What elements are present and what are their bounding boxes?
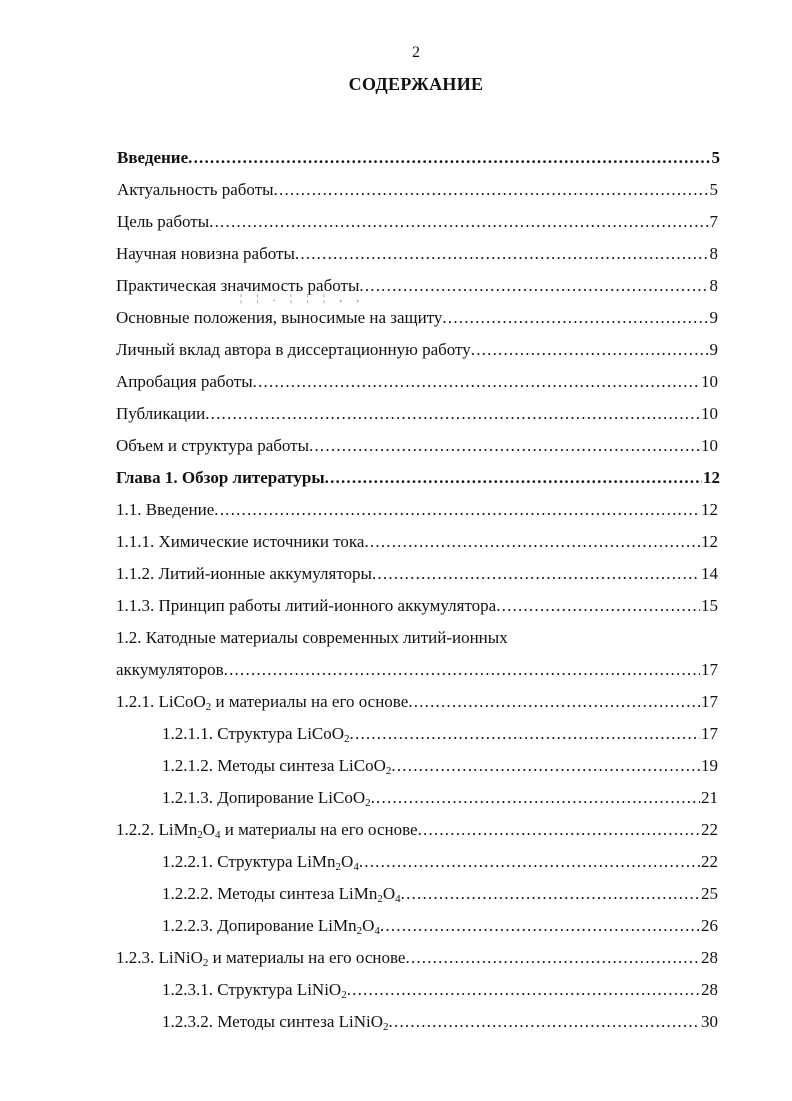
toc-entry-label: 1.1. Введение <box>116 500 215 519</box>
toc-leader-dots <box>205 403 700 425</box>
toc-leader-dots <box>442 307 708 329</box>
toc-entry-page: 10 <box>701 436 718 455</box>
toc-entry-page: 22 <box>701 852 718 871</box>
toc-entry-page: 9 <box>709 308 718 327</box>
toc-entry <box>116 595 718 617</box>
toc-entry-page: 22 <box>701 820 718 839</box>
toc-entry <box>116 371 718 393</box>
toc-leader-dots <box>371 787 700 809</box>
toc-leader-dots <box>471 339 709 361</box>
toc-leader-dots <box>347 979 700 1001</box>
toc-entry-page: 9 <box>709 340 718 359</box>
toc-leader-dots <box>405 947 700 969</box>
toc-entry-page: 5 <box>711 148 720 167</box>
toc-entry-page: 25 <box>701 884 718 903</box>
toc-entry-label: Глава 1. Обзор литературы <box>116 468 325 487</box>
toc-entry-label: аккумуляторов <box>116 660 224 679</box>
toc-entry-label: Объем и структура работы <box>116 436 310 455</box>
toc-entry <box>116 659 718 681</box>
toc-entry <box>162 979 718 1001</box>
toc-entry-label: 1.1.3. Принцип работы литий-ионного аккумулятора <box>116 596 497 615</box>
toc-entry <box>162 755 718 777</box>
toc-entry <box>116 563 718 585</box>
toc-entry-label: 1.2.1.3. Допирование LiCoO$_2$ <box>162 788 371 809</box>
toc-entry-page: 7 <box>709 212 718 231</box>
toc-entry-label: Апробация работы <box>116 372 253 391</box>
toc-entry <box>162 883 718 905</box>
toc-entry <box>162 723 718 745</box>
toc-entry <box>116 275 718 297</box>
toc-entry-page: 19 <box>701 756 718 775</box>
toc-entry-label: 1.2.3.2. Методы синтеза LiNiO$_2$ <box>162 1012 389 1033</box>
toc-entry-label: Публикации <box>116 404 206 423</box>
toc-entry <box>116 947 718 969</box>
toc-leader-dots <box>274 179 709 201</box>
toc-entry <box>116 467 720 489</box>
toc-entry-label: 1.2.1.2. Методы синтеза LiCoO$_2$ <box>162 756 392 777</box>
toc-entry-label: 1.2.2. $LiMn_2O_4$ и материалы на его основе <box>116 820 418 841</box>
toc-entry <box>117 179 718 201</box>
toc-entry <box>116 531 718 553</box>
toc-entry <box>116 243 718 265</box>
toc-entry-label: 1.2.2.2. Методы синтеза $LiMn_2O_4$ <box>162 884 401 905</box>
toc-entry-label: Основные положения, выносимые на защиту <box>116 308 443 327</box>
toc-entry-label: 1.2.1. LiCoO$_2$ и материалы на его основе <box>116 692 409 713</box>
toc-leader-dots <box>188 147 710 169</box>
toc-entry-label: Введение <box>117 148 189 167</box>
toc-entry <box>116 691 718 713</box>
toc-entry <box>116 499 718 521</box>
toc-entry-label: Научная новизна работы <box>116 244 295 263</box>
toc-entry-label: 1.2.2.1. Структура $LiMn_2O_4$ <box>162 852 359 873</box>
toc-entry <box>162 915 718 937</box>
toc-entry <box>116 339 718 361</box>
toc-leader-dots <box>372 563 700 585</box>
toc-entry-page: 10 <box>701 372 718 391</box>
toc-leader-dots <box>391 755 700 777</box>
toc-entry <box>116 307 718 329</box>
toc-leader-dots <box>359 851 700 873</box>
toc-leader-dots <box>418 819 700 841</box>
toc-entry-page: 5 <box>709 180 718 199</box>
toc-leader-dots <box>350 723 700 745</box>
toc-entry <box>162 787 718 809</box>
toc-entry-label: 1.1.1. Химические источники тока <box>116 532 365 551</box>
toc-entry-label: 1.1.2. Литий-ионные аккумуляторы <box>116 564 372 583</box>
toc-entry-label: Личный вклад автора в диссертационную работу <box>116 340 471 359</box>
toc-leader-dots <box>389 1011 700 1033</box>
toc-entry-label: Цель работы <box>117 212 210 231</box>
toc-entry-page: 15 <box>701 596 718 615</box>
toc-leader-dots <box>209 211 708 233</box>
toc-entry-page: 21 <box>701 788 718 807</box>
toc-entry-page: 14 <box>701 564 718 583</box>
page-number: 2 <box>412 44 420 61</box>
toc-entry-label: 1.2.3. LiNiO$_2$ и материалы на его основе <box>116 948 406 969</box>
toc-entry-page: 28 <box>701 948 718 967</box>
toc-leader-dots <box>295 243 709 265</box>
toc-leader-dots <box>309 435 700 457</box>
toc-entry <box>116 627 508 649</box>
toc-entry-page: 12 <box>703 468 720 487</box>
toc-leader-dots <box>214 499 700 521</box>
toc-entry <box>116 435 718 457</box>
toc-entry-page: 26 <box>701 916 718 935</box>
toc-entry <box>116 403 718 425</box>
toc-entry-page: 28 <box>701 980 718 999</box>
toc-entry <box>117 211 718 233</box>
toc-leader-dots <box>496 595 700 617</box>
toc-leader-dots <box>401 883 700 905</box>
toc-entry-page: 17 <box>701 692 718 711</box>
toc-entry <box>162 851 718 873</box>
toc-leader-dots <box>408 691 700 713</box>
toc-leader-dots <box>380 915 700 937</box>
toc-entry-page: 10 <box>701 404 718 423</box>
toc-entry-label: 1.2. Катодные материалы современных литий-ионных <box>116 628 508 647</box>
toc-entry-label: 1.2.2.3. Допирование $LiMn_2O_4$ <box>162 916 380 937</box>
toc-leader-dots <box>253 371 700 393</box>
toc-leader-dots <box>325 467 702 489</box>
toc-entry-label: 1.2.3.1. Структура LiNiO$_2$ <box>162 980 347 1001</box>
toc-leader-dots <box>359 275 708 297</box>
toc-entry-page: 12 <box>701 532 718 551</box>
toc-entry <box>117 147 720 169</box>
toc-entry-page: 12 <box>701 500 718 519</box>
page-title: СОДЕРЖАНИЕ <box>348 74 484 94</box>
toc-leader-dots <box>224 659 700 681</box>
scan-noise-marks: ¦ ¦ . ¦ ¦ ¦ , , <box>240 293 366 304</box>
toc-entry-page: 17 <box>701 660 718 679</box>
toc-entry-page: 8 <box>709 276 718 295</box>
toc-entry <box>162 1011 718 1033</box>
toc-entry <box>116 819 718 841</box>
toc-leader-dots <box>364 531 700 553</box>
toc-entry-page: 30 <box>701 1012 718 1031</box>
toc-entry-label: Практическая значимость работы <box>116 276 360 295</box>
toc-entry-label: 1.2.1.1. Структура LiCoO$_2$ <box>162 724 350 745</box>
toc-entry-page: 17 <box>701 724 718 743</box>
toc-entry-label: Актуальность работы <box>117 180 274 199</box>
toc-entry-page: 8 <box>709 244 718 263</box>
